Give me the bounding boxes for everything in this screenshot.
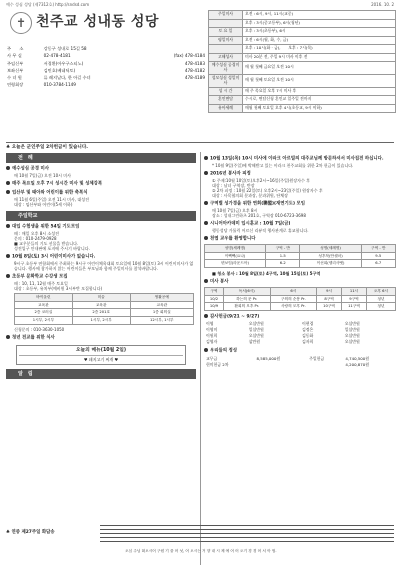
school-table-cell: 12시부, 1시부 (130, 316, 193, 324)
mass-help-cell: 10구역 (317, 303, 342, 311)
thanks-cell: 오십만원 (344, 338, 360, 344)
info-row (6, 81, 206, 88)
school-table-cell: 생활공예 (130, 294, 193, 302)
divider (6, 142, 394, 143)
thanks-cell: 오십만원 (344, 333, 360, 339)
bullet-icon (6, 181, 10, 185)
church-info (6, 45, 206, 89)
school-table-cell: 미술 (72, 294, 130, 302)
school-table (14, 293, 194, 325)
mass-row (209, 62, 396, 75)
mass-help-head-cell: 독서(6시) (223, 287, 270, 295)
mass-value: 매 월 첫째 금요일 오전 10시 (243, 62, 396, 75)
mass-help-head-cell: 11시 (342, 287, 367, 295)
school-item-detail: 대상 : 초등부, 유치부(예비원 3시부반 모집합니다) (14, 286, 103, 291)
mass-help-head-cell: 6시 (270, 287, 317, 295)
welcome-cell: 6-7 (361, 260, 395, 268)
mass-value: 미사 20분 전, 주일 9시 미사 이후 전 (243, 53, 396, 62)
notice: ♣ 오늘은 군인주일 2차헌금이 있습니다. (6, 145, 89, 150)
info-key: 수 녀 원 (7, 75, 22, 80)
thanks-cell: 김동화 (301, 333, 314, 339)
welcome-head-cell: 구역 - 반 (266, 245, 300, 253)
school-table-cell: 교육관 (15, 301, 73, 309)
info-row (6, 74, 206, 81)
mass-key: 유아세례 (209, 104, 243, 113)
welcome-head (205, 245, 396, 253)
mass-value: 매월 첫째 토요일 오후 4시(초등교, 9시 이하) (243, 104, 396, 113)
school-item-detail: 문의 : 010-2479-0928 (14, 236, 57, 241)
school-item-title (6, 254, 196, 260)
school-item-detail: ■ 교우분들의 기도 선물을 받습니다. (14, 241, 79, 246)
liturgy-item-title-text: 매주 목요일 오후 7시 성시간 미사 및 성체강복 (12, 181, 103, 187)
mass-help-cell: 구의의 순봉 Pr. (270, 295, 317, 303)
thanks-cell: 오십만원 (344, 321, 360, 327)
mass-help-cell: 사랑의 모후 Pr. (270, 303, 317, 311)
thanks-cell: 이영 (206, 321, 214, 327)
school-table-cell: 1시부, 2시부 (72, 316, 130, 324)
mass-value: 오후 : 10시(화 · 금), 오후 : 7시(목) (243, 45, 396, 54)
info-extra: 478-4189 (184, 75, 205, 80)
mass-value: 오전 : 6시, 9시, 11시(교중) (243, 11, 396, 20)
mass-help-cell: 8구역 (317, 295, 342, 303)
notice-item-detail: 대상 : 남녀 구역장, 반장 (212, 183, 255, 188)
mass-help-cell: 청년 (366, 295, 395, 303)
info-row (6, 67, 206, 74)
school-contact: 신청문의 : 010-3630-1050 (14, 326, 65, 332)
notice-item-detail: ① 주제:10월 10일(토)오후2시~16일(주일)원장자수 후 (212, 178, 310, 183)
thanks-cell: 김정은 (301, 327, 314, 333)
mass-help-cell: 10/2 (205, 295, 224, 303)
thanks-cell: 일십만원 (344, 327, 360, 333)
bullet-icon (6, 166, 10, 170)
menu-box (16, 345, 186, 366)
psalm-lyric: 오십 주님 떠오시어 구원 기 줄 어 섯, 어 오시는 거 향 내 시 제 에 어 어 오기 경 경 어 서 아 멈. (125, 549, 277, 553)
mass-row (209, 74, 396, 87)
liturgy-item-detail: 매 11월 6일(주일) 오전 11시 미사, 대성전 (14, 197, 89, 202)
mass-help-head-cell: 구역 (205, 287, 224, 295)
bullet-icon (6, 274, 10, 278)
offering-cell: 주일헌금 (309, 355, 325, 361)
school-item-detail: 때 : 10, 11, 12월 매주 토요일 (14, 281, 68, 286)
welcome-cell: 6-2 (266, 260, 300, 268)
welcome-cell: 이빽빽(요나) (205, 252, 266, 260)
music-staff (100, 523, 394, 545)
mass-help-cell: 환희의 모후 Pr. (223, 303, 270, 311)
section-header-liturgy: 전 례 (6, 153, 196, 163)
offering-title: 우리들의 정성 (204, 348, 396, 354)
offering-table (204, 356, 396, 368)
notice-item-title-text: 시니어아카데미 입시훈교 : 10월 7일(금) (210, 221, 291, 227)
mass-key: 주일미사 (209, 11, 243, 20)
bullet-icon (204, 201, 208, 205)
notice-item-detail: * 10월 9일(주일)에 박해받고 있는 이라크 천주교회를 위한 2차 헌금이 있습니다. (212, 163, 354, 168)
notice-item-title (204, 171, 396, 177)
mass-key: 예수성심 공경미사 (209, 62, 243, 75)
mass-help-head-cell: 9시 (317, 287, 342, 295)
info-value: 서경환(아우구스티노) (43, 60, 84, 66)
info-key: 보좌신부 (7, 67, 24, 73)
bullet-icon (6, 254, 10, 258)
mass-help-row (205, 303, 396, 311)
liturgy-item-detail: 매 10월 7일(금) 오전 10시 미사 (14, 173, 71, 178)
mass-value: 수시로, 면담신청 혼인교 일주일 전까지 (243, 96, 396, 105)
thanks-row (204, 339, 396, 345)
thanks-cell: 삼만원 (248, 338, 261, 344)
info-row (6, 52, 206, 59)
thanks-cell: 이현경 (301, 321, 314, 327)
header-date: 2016. 10. 2 (371, 2, 394, 7)
offering-row (204, 362, 396, 368)
liturgy-item-title (6, 181, 196, 187)
thanks-cell: 김자희 (301, 338, 314, 344)
mass-help-cell: 청년 (366, 303, 395, 311)
thanks-cell: 이원희 (206, 333, 218, 339)
mass-key: 성 시 간 (209, 87, 243, 96)
thanks-cell: 김영자 (206, 338, 218, 344)
info-row (6, 60, 206, 67)
notice-item-title (204, 236, 396, 242)
liturgy-item-title-text: 예수성심 공경 미사 (12, 166, 49, 172)
thanks-cell: 이영미 (206, 327, 218, 333)
mass-row (209, 11, 396, 20)
notice-item-title (204, 201, 396, 207)
mass-value: 오후 : 3시(초등부), 6시 (243, 28, 396, 37)
liturgy-item-detail: 대상 : 임산부와 어린이(5세 이하) (14, 202, 73, 207)
menu-item: ♥ 돼지고기 찌개 ♥ (19, 355, 183, 362)
mass-help-cell: 10/9 (205, 303, 224, 311)
church-logo-icon: ✝ (10, 12, 32, 34)
offering-cell: 헌미헌금 2차 (206, 361, 229, 367)
thanks-cell: 오십만원 (248, 321, 264, 327)
school-item-detail: 9시구 초등부 연합회에서 주최하는 9시구 어린이체육대회 토요일에 10월 8일(토) 3시 어린이미사가 없습니다. 행사에 참가하지 않는 어린이들은 부모님과 함께 주일미사를 참석바랍니다. (14, 261, 194, 271)
school-item-title-text: 10월 8일(토) 3시 어린이미사가 없습니다. (12, 254, 96, 260)
school-item-title-text: 대입 수험생을 위한 54일 기도모임 (12, 224, 80, 230)
section-header-school: 주일학교 (6, 211, 196, 221)
info-extra (140, 81, 206, 88)
info-extra: 478-4182 (184, 67, 205, 73)
school-table-row (15, 294, 194, 302)
offering-cell: 8,585,000원 (256, 355, 281, 361)
mass-row (209, 28, 396, 37)
liturgy-item-title (6, 190, 196, 196)
info-extra (140, 45, 206, 52)
school-table-row (15, 316, 194, 324)
right-column (204, 153, 396, 368)
info-key: 주임신부 (7, 60, 24, 66)
mass-value: 오전 : 6시(월, 화, 수, 금) (243, 36, 396, 45)
info-value: 02-478-4181 (43, 53, 71, 59)
info-key: 사 무 실 (7, 53, 22, 59)
mass-row (209, 87, 396, 96)
mass-help-table (204, 287, 396, 311)
liturgy-item-title-text: 업산부 및 태아와 어린이를 위한 축복식 (12, 190, 88, 196)
thanks-title: 감사헌금(9/21 ~ 9/27) (204, 314, 396, 320)
welcome-cell: 이선희(엘리사벳) (300, 260, 361, 268)
mass-help-head-cell: 오후 6시 (366, 287, 395, 295)
school-table-cell: 1시부, 2시부 (15, 316, 73, 324)
welcome-head-cell: 성명(세례명) (300, 245, 361, 253)
notice-item-title (204, 156, 396, 162)
mass-key (209, 19, 243, 28)
school-table-cell: 1층 회의실 (130, 309, 193, 317)
header-url: 예수 성심 성당 (제7312호) http://sndsd.com (6, 2, 90, 7)
liturgy-item-title (6, 166, 196, 172)
notice-item-title-text: 2016년 봉사자 피정 (210, 171, 251, 177)
mass-help-title: 미사 봉사 (204, 279, 396, 285)
offering-cell: 교무금 (206, 355, 218, 361)
column-divider (200, 152, 201, 565)
school-table-cell: 2층 코러실 (15, 309, 73, 317)
welcome-row (205, 252, 396, 260)
notice-item-detail: 대상 : 사목협의회 분과장, 분과위원, 단체장 (212, 193, 288, 198)
info-key: 주 소 (7, 46, 24, 51)
info-value: 강동구 성내로 15길 58 (43, 46, 87, 51)
offering-cell (307, 362, 343, 368)
welcome-cell: 9-5 (361, 252, 395, 260)
mass-key: 혼인면담 (209, 96, 243, 105)
mass-key: 평일미사 (209, 36, 243, 45)
school-table-cell: 교육관 (130, 301, 193, 309)
welcome-head-cell: 성명(세례명) (205, 245, 266, 253)
offering-cell (255, 362, 308, 368)
mass-value: 매 월 첫째 토요일 오전 10시 (243, 74, 396, 87)
welcome-cell: 1-5 (266, 252, 300, 260)
cleaning-notice: ■ 청소 봉사 : 10월 8일(토) 4구역, 10월 15일(토) 5구역 (212, 270, 321, 276)
info-extra: (fax) 478-4184 (173, 53, 205, 59)
offering-cell: 4,200,870원 (345, 361, 369, 367)
church-name: 천주교 성내동 성당 (36, 14, 159, 30)
thanks-cell: 오십만원 (248, 333, 264, 339)
school-item-title (6, 274, 196, 280)
mass-key: 성모성심 성일미사 (209, 74, 243, 87)
notice-item-title (204, 221, 396, 227)
mass-key: 고해성사 (209, 53, 243, 62)
welcome-cell: 성후북(안셀마) (300, 252, 361, 260)
school-item-detail: 때 : 매일 오후 8시 소성전 (14, 231, 60, 236)
info-key: 연령회장 (7, 82, 24, 88)
mass-row (209, 104, 396, 113)
mass-row (209, 36, 396, 45)
mass-help-cell: 9구역 (342, 295, 367, 303)
section-header-notice: 알 림 (6, 369, 196, 379)
mass-key: 토 요 일 (209, 28, 243, 37)
mass-value: 매 주 목요일 오후 7시 미사 후 (243, 87, 396, 96)
bullet-icon (204, 171, 208, 175)
left-column (6, 153, 196, 379)
mass-help-row (205, 295, 396, 303)
school-table-cell: 교육관 (72, 301, 130, 309)
school-table-row (15, 309, 194, 317)
youth-title: 청년 전교를 위한 식사 (6, 335, 196, 341)
notice-item-detail: ② 2차 피정 : 10월 22일(토) 오후2시~23일(주일) 원장자수 후 (212, 188, 323, 193)
bullet-icon (204, 236, 208, 240)
mass-row (209, 45, 396, 54)
bullet-icon (6, 224, 10, 228)
info-value: 010-3784-1149 (43, 82, 76, 88)
thanks-cell: 일십만원 (248, 327, 264, 333)
mass-help-cell: 하는의 문 Pr. (223, 295, 270, 303)
offering-cell: 4,740,500원 (345, 355, 369, 361)
school-item-title-text: 초등부 문화학교 수강생 모집 (12, 274, 68, 280)
notice-item-detail: 행동성당 가톨릭 어르신 리뷰적 행사관계로 휴교합니다. (212, 228, 309, 233)
psalm-title: ♣ 연중 제27주일 화답송 (6, 530, 55, 535)
mass-schedule (208, 10, 396, 113)
school-table-row (15, 301, 194, 309)
mass-value: 오후 : 3시(중고등부), 6시(청년) (243, 19, 396, 28)
menu-title: 오늘의 메뉴(10월 2일) (75, 347, 127, 353)
bullet-icon (204, 221, 208, 225)
school-item-detail: 성전입구 안내판에 포지에 주시기 바랍니다. (14, 246, 90, 251)
mass-key (209, 45, 243, 54)
welcome-cell: 변보임(라운드아) (205, 260, 266, 268)
info-value: 류 레지날다, 한 아길 수녀 (43, 75, 91, 80)
notice-item-title-text: 10월 13일(목) 10시 미사에 이라크 아르빌의 대주교님께 방문하셔서 미사집전 하십니다. (210, 156, 384, 162)
school-table-cell: 바이올린 (15, 294, 73, 302)
mass-help-head (205, 287, 396, 295)
welcome-head-cell: 구역 - 반 (361, 245, 395, 253)
school-table-cell: 2층 201호 (72, 309, 130, 317)
notice-item-detail: 장소 : 성내그린하츠 201호, 구역장 010-6723-3698 (212, 213, 306, 218)
thanks-table (204, 322, 396, 346)
bullet-icon (6, 190, 10, 194)
welcome-row (205, 260, 396, 268)
info-value: 김민호(베네딕토) (43, 67, 76, 73)
school-item-title (6, 224, 196, 230)
welcome-table (204, 244, 396, 268)
info-row (6, 45, 206, 52)
notice-item-title-text: 천엽 교우를 환영합니다 (210, 236, 256, 242)
bullet-icon (204, 156, 208, 160)
mass-help-cell: 11구역 (342, 303, 367, 311)
mass-row (209, 19, 396, 28)
info-extra: 478-4183 (184, 60, 205, 66)
notice-item-detail: 매 10월 7일(금) 오후 8시 (212, 208, 258, 213)
notice-item-title-text: 구역별 성가경을 위한 연회(聯盟)(재연기도) 모임 (210, 201, 306, 207)
mass-row (209, 96, 396, 105)
mass-row (209, 53, 396, 62)
